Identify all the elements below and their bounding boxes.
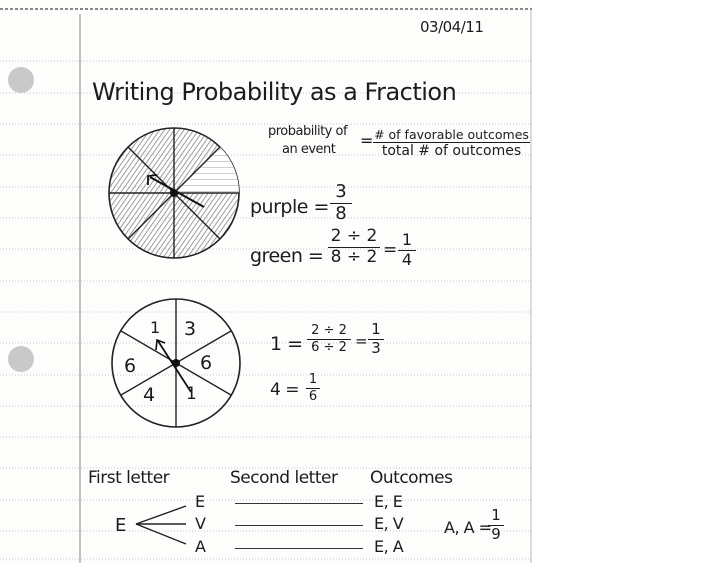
second-letter-blank bbox=[235, 525, 363, 526]
green-label: green = bbox=[250, 245, 324, 267]
spinner2-section-label: 6 bbox=[124, 355, 136, 377]
one-result-denominator: 3 bbox=[371, 338, 381, 357]
purple-fraction bbox=[330, 183, 352, 224]
green-result-numerator: 1 bbox=[401, 230, 413, 249]
four-denominator: 6 bbox=[308, 388, 318, 404]
tree-outcome: E, A bbox=[374, 537, 404, 556]
green-result-fraction bbox=[398, 232, 416, 269]
binder-hole-top bbox=[8, 67, 34, 93]
green-equals: = bbox=[383, 240, 397, 260]
tree-side-numerator: 1 bbox=[491, 506, 501, 524]
tree-branches bbox=[132, 500, 192, 550]
spinner-eight-sections bbox=[104, 125, 244, 265]
page-title: Writing Probability as a Fraction bbox=[92, 78, 457, 106]
spinner2-section-label: 1 bbox=[186, 384, 197, 404]
purple-denominator: 8 bbox=[335, 202, 347, 224]
tree-branch: A bbox=[195, 537, 206, 556]
spinner2-center bbox=[172, 359, 180, 367]
spinner2-section-label: 4 bbox=[143, 384, 155, 406]
one-label: 1 = bbox=[270, 333, 303, 355]
green-numerator: 2 ÷ 2 bbox=[330, 226, 378, 246]
spinner2-section-label: 1 bbox=[150, 318, 160, 337]
definition-denominator: total # of outcomes bbox=[381, 143, 522, 160]
purple-numerator: 3 bbox=[335, 181, 347, 202]
tree-branch: V bbox=[195, 514, 206, 533]
definition-equals: = bbox=[360, 131, 373, 150]
second-letter-blank bbox=[235, 503, 363, 504]
one-denominator: 6 ÷ 2 bbox=[311, 339, 347, 355]
definition-fraction bbox=[373, 128, 530, 159]
tree-side-label: A, A = bbox=[444, 518, 492, 537]
green-result-denominator: 4 bbox=[401, 249, 413, 269]
one-numerator: 2 ÷ 2 bbox=[311, 323, 347, 338]
spinner1-center bbox=[170, 189, 178, 197]
tree-header-outcomes: Outcomes bbox=[370, 468, 453, 488]
one-fraction bbox=[307, 324, 351, 354]
tree-branch: E bbox=[195, 492, 205, 511]
tree-side-fraction bbox=[488, 508, 504, 543]
tree-header-second: Second letter bbox=[230, 468, 338, 488]
definition-numerator: # of favorable outcomes bbox=[374, 127, 529, 142]
four-fraction bbox=[306, 373, 320, 403]
tree-side-denominator: 9 bbox=[491, 524, 501, 543]
spinner2-section-label: 3 bbox=[184, 318, 196, 340]
green-fraction bbox=[328, 228, 380, 267]
tree-outcome: E, E bbox=[374, 492, 403, 511]
tree-root: E bbox=[115, 515, 126, 536]
date: 03/04/11 bbox=[420, 18, 484, 36]
four-label: 4 = bbox=[270, 380, 299, 400]
purple-label: purple = bbox=[250, 196, 329, 218]
four-numerator: 1 bbox=[308, 372, 318, 387]
spinner2-section-label: 6 bbox=[200, 352, 212, 374]
green-denominator: 8 ÷ 2 bbox=[330, 246, 378, 267]
one-equals: = bbox=[355, 332, 368, 350]
tree-header-first: First letter bbox=[88, 468, 170, 488]
second-letter-blank bbox=[235, 548, 363, 549]
binder-hole-middle bbox=[8, 346, 34, 372]
definition-label-line1: probability of bbox=[268, 124, 348, 139]
one-result-numerator: 1 bbox=[371, 320, 381, 338]
definition-label-line2: an event bbox=[282, 142, 336, 157]
one-result-fraction bbox=[368, 322, 384, 357]
tree-outcome: E, V bbox=[374, 514, 404, 533]
